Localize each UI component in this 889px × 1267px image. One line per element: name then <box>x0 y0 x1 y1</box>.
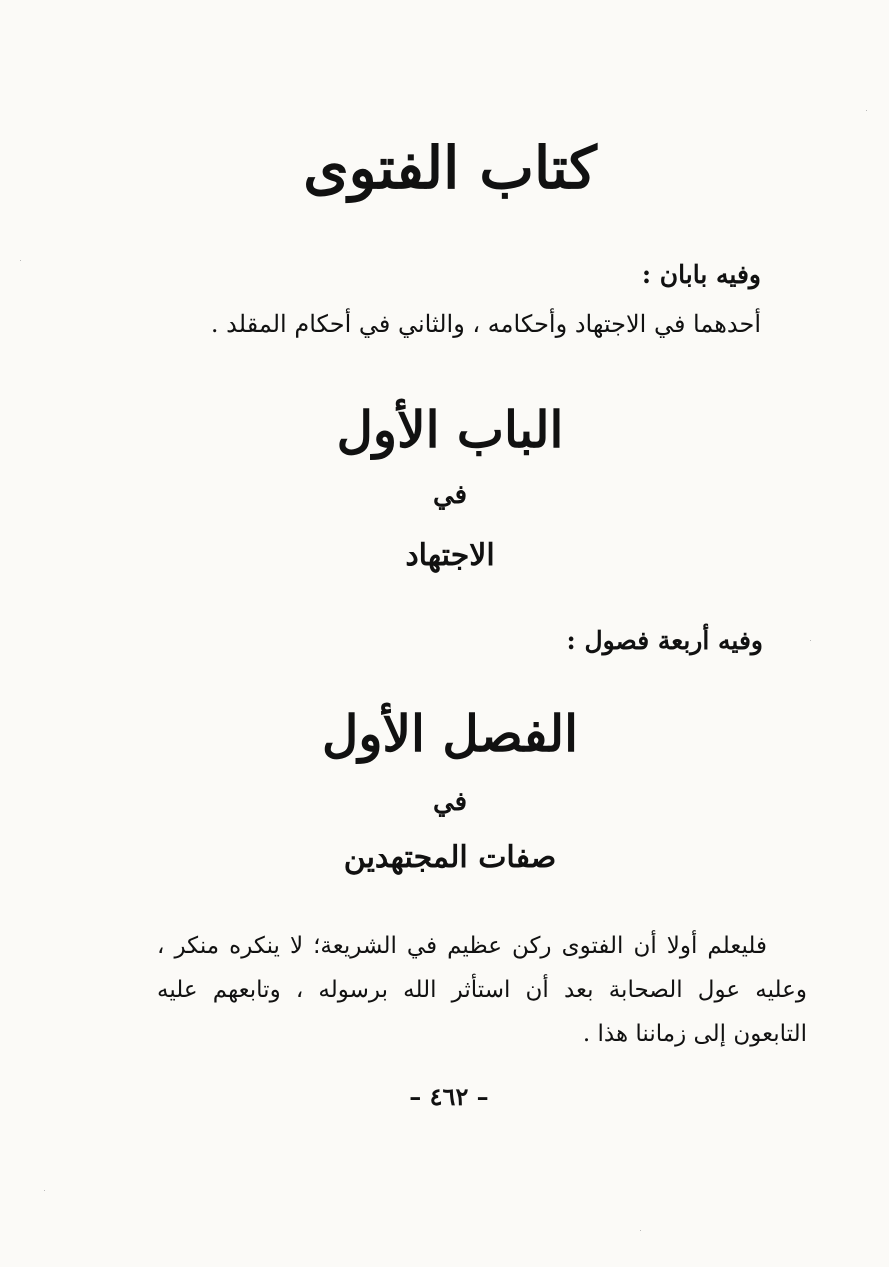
paper-speck <box>20 260 21 261</box>
page-number: – ٤٦٢ – <box>409 1082 489 1111</box>
paper-speck <box>866 110 867 111</box>
chapter-subject: الاجتهاد <box>405 538 495 573</box>
chapters-intro: وفيه بابان : <box>641 260 761 289</box>
chapter-heading: الباب الأول <box>336 400 564 459</box>
section-subject: صفات المجتهدين <box>343 840 557 875</box>
sections-intro: وفيه أربعة فصول : <box>566 626 763 655</box>
book-title: كتاب الفتوى <box>303 134 597 202</box>
paper-speck <box>810 640 811 641</box>
paper-speck <box>640 1230 641 1231</box>
paper-speck <box>44 1190 45 1191</box>
section-heading: الفصل الأول <box>322 704 578 763</box>
chapter-connector: في <box>432 480 468 510</box>
body-paragraph: فليعلم أولا أن الفتوى ركن عظيم في الشريعة؛ لا ينكره منكر ، وعليه عول الصحابة بعد أن استأثر الله برسوله ، وتابعهم عليه التابعون إلى زماننا هذا . <box>157 933 807 1047</box>
section-connector: في <box>432 787 468 817</box>
chapters-description: أحدهما في الاجتهاد وأحكامه ، والثاني في أحكام المقلد . <box>210 310 761 338</box>
